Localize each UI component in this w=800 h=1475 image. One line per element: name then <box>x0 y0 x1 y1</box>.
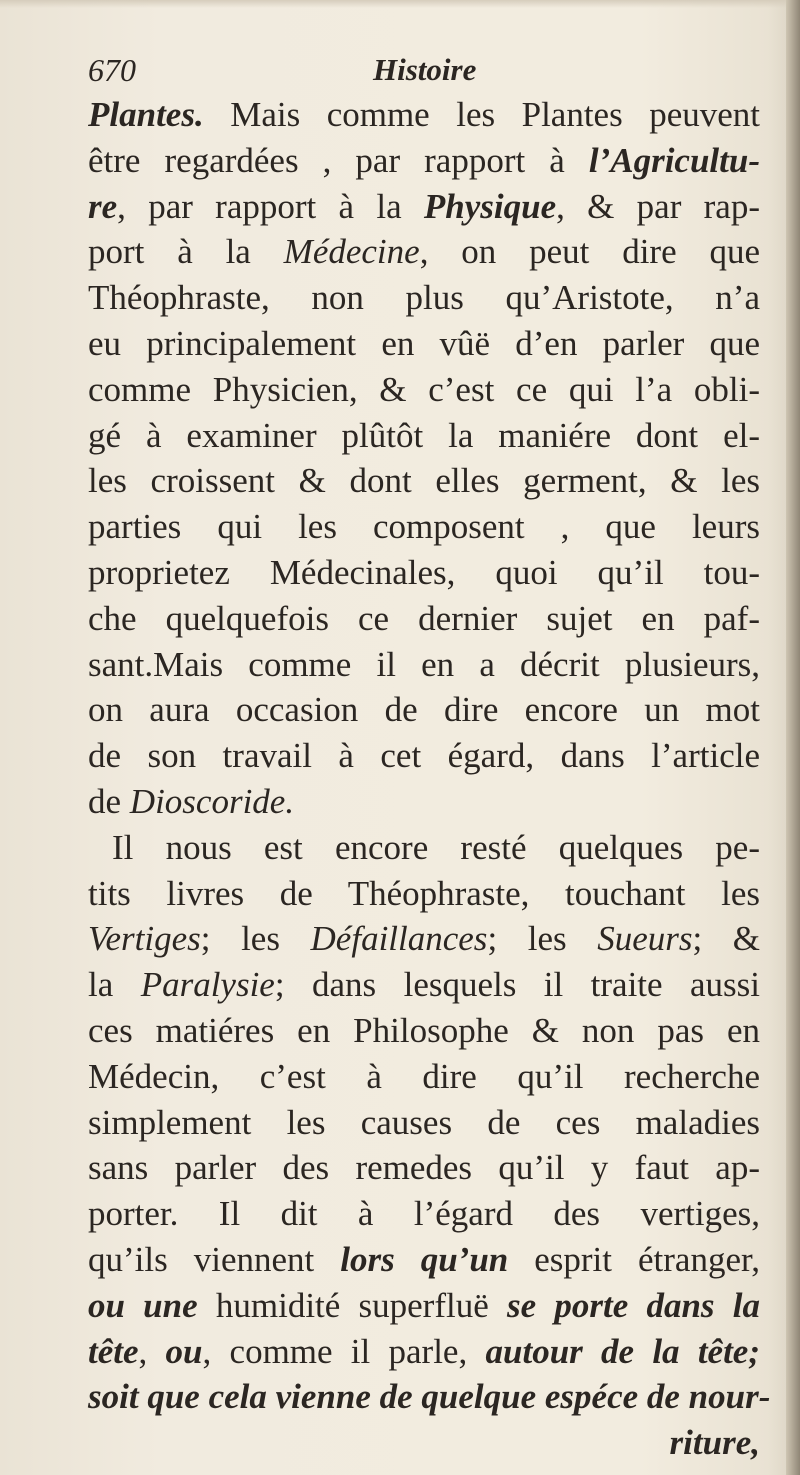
text-line <box>88 825 760 871</box>
text-line <box>88 550 760 596</box>
text-line <box>88 916 760 962</box>
text-segment: qu’ils viennent <box>88 1239 341 1279</box>
text-line <box>88 92 760 138</box>
italic-text-segment: Dioscoride. <box>129 781 295 821</box>
text-line <box>88 1054 760 1100</box>
text-line <box>88 871 760 917</box>
text-segment: , <box>138 1331 166 1371</box>
text-line <box>88 1374 771 1420</box>
text-segment: on aura occasion de dire encore un mot <box>88 690 760 730</box>
page-header <box>88 52 708 96</box>
running-title: Histoire <box>373 52 477 87</box>
body-text <box>88 92 771 1466</box>
text-line <box>88 962 760 1008</box>
italic-text-segment: Physique <box>423 186 557 226</box>
text-line <box>88 1100 760 1146</box>
text-line <box>88 504 760 550</box>
italic-text-segment: Vertiges <box>88 919 201 959</box>
page-number: 670 <box>88 52 136 88</box>
text-line <box>88 1329 760 1375</box>
text-line <box>88 1145 760 1191</box>
italic-text-segment: Médecine <box>283 232 420 272</box>
text-segment: gé à examiner plûtôt la maniére dont el- <box>88 415 760 455</box>
italic-text-segment: ou une <box>88 1285 198 1325</box>
text-segment: Il nous est encore resté quelques pe- <box>112 827 760 867</box>
text-segment: de son travail à cet égard, dans l’article <box>88 736 760 776</box>
text-segment: sant.Mais comme il en a décrit plusieurs, <box>88 644 760 684</box>
text-segment: sans parler des remedes qu’il y faut ap- <box>88 1148 760 1188</box>
text-segment: tits livres de Théophraste, touchant les <box>88 873 760 913</box>
text-segment: comme Physicien, & c’est ce qui l’a obli- <box>88 369 760 409</box>
text-line <box>88 779 760 825</box>
text-segment: la <box>88 965 141 1005</box>
text-segment: être regardées , par rapport à <box>88 140 589 180</box>
text-line <box>88 275 760 321</box>
italic-text-segment: autour de la tête; <box>485 1331 760 1371</box>
text-segment: port à la <box>88 232 284 272</box>
text-line <box>88 321 760 367</box>
text-segment: Médecin, c’est à dire qu’il recherche <box>88 1056 760 1096</box>
text-segment: , & par rap- <box>556 186 760 226</box>
text-line <box>88 367 760 413</box>
italic-text-segment: lors qu’un <box>340 1239 509 1279</box>
text-segment: ces matiéres en Philosophe & non pas en <box>88 1010 760 1050</box>
text-line <box>88 138 760 184</box>
text-segment: ; les <box>200 919 311 959</box>
text-segment: proprietez Médecinales, quoi qu’il tou- <box>88 552 760 592</box>
text-line <box>88 1420 760 1466</box>
text-segment: les croissent & dont elles germent, & les <box>88 461 760 501</box>
italic-text-segment: se porte dans la <box>506 1285 760 1325</box>
italic-text-segment: Défaillances <box>310 919 488 959</box>
text-segment: eu principalement en vûë d’en parler que <box>88 323 760 363</box>
text-segment: ; dans lesquels il traite aussi <box>274 965 761 1005</box>
text-segment: humidité superfluë <box>197 1285 507 1325</box>
text-line <box>88 1191 760 1237</box>
text-line <box>88 413 760 459</box>
text-segment: de <box>88 781 130 821</box>
text-line <box>88 642 760 688</box>
italic-text-segment: l’Agricultu- <box>588 140 760 180</box>
text-line <box>88 458 760 504</box>
text-line <box>88 687 760 733</box>
text-segment: Mais comme les Plantes peuvent <box>203 95 760 134</box>
book-spine-edge <box>786 0 800 1475</box>
text-segment: , comme il parle, <box>202 1331 486 1371</box>
italic-text-segment: tête <box>88 1331 139 1371</box>
text-segment: , on peut dire que <box>419 232 760 272</box>
italic-text-segment: Paralysie <box>140 965 275 1005</box>
text-segment: ; & <box>692 919 761 959</box>
text-line <box>88 596 760 642</box>
text-segment: simplement les causes de ces maladies <box>88 1102 760 1142</box>
italic-text-segment: Plantes. <box>88 95 204 134</box>
text-line <box>88 1283 760 1329</box>
page-edge-shadow <box>0 0 800 8</box>
text-segment: parties qui les composent , que leurs <box>88 507 760 547</box>
text-line <box>88 1237 760 1283</box>
text-segment: ; les <box>487 919 598 959</box>
italic-text-segment: Sueurs <box>597 919 693 959</box>
text-segment: esprit étranger, <box>508 1239 760 1279</box>
text-segment: , par rapport à la <box>117 186 424 226</box>
italic-text-segment: ou <box>165 1331 203 1371</box>
italic-text-segment: soit que cela vienne de quelque espéce de nour- <box>88 1377 771 1417</box>
text-segment: che quelquefois ce dernier sujet en paf- <box>88 598 760 638</box>
text-line <box>88 1008 760 1054</box>
text-line <box>88 184 760 230</box>
text-segment: Théophraste, non plus qu’Aristote, n’a <box>88 278 760 318</box>
text-line <box>88 733 760 779</box>
text-line <box>88 229 760 275</box>
text-segment: porter. Il dit à l’égard des vertiges, <box>88 1194 760 1234</box>
italic-text-segment: riture, <box>669 1423 760 1463</box>
italic-text-segment: re <box>88 186 118 226</box>
